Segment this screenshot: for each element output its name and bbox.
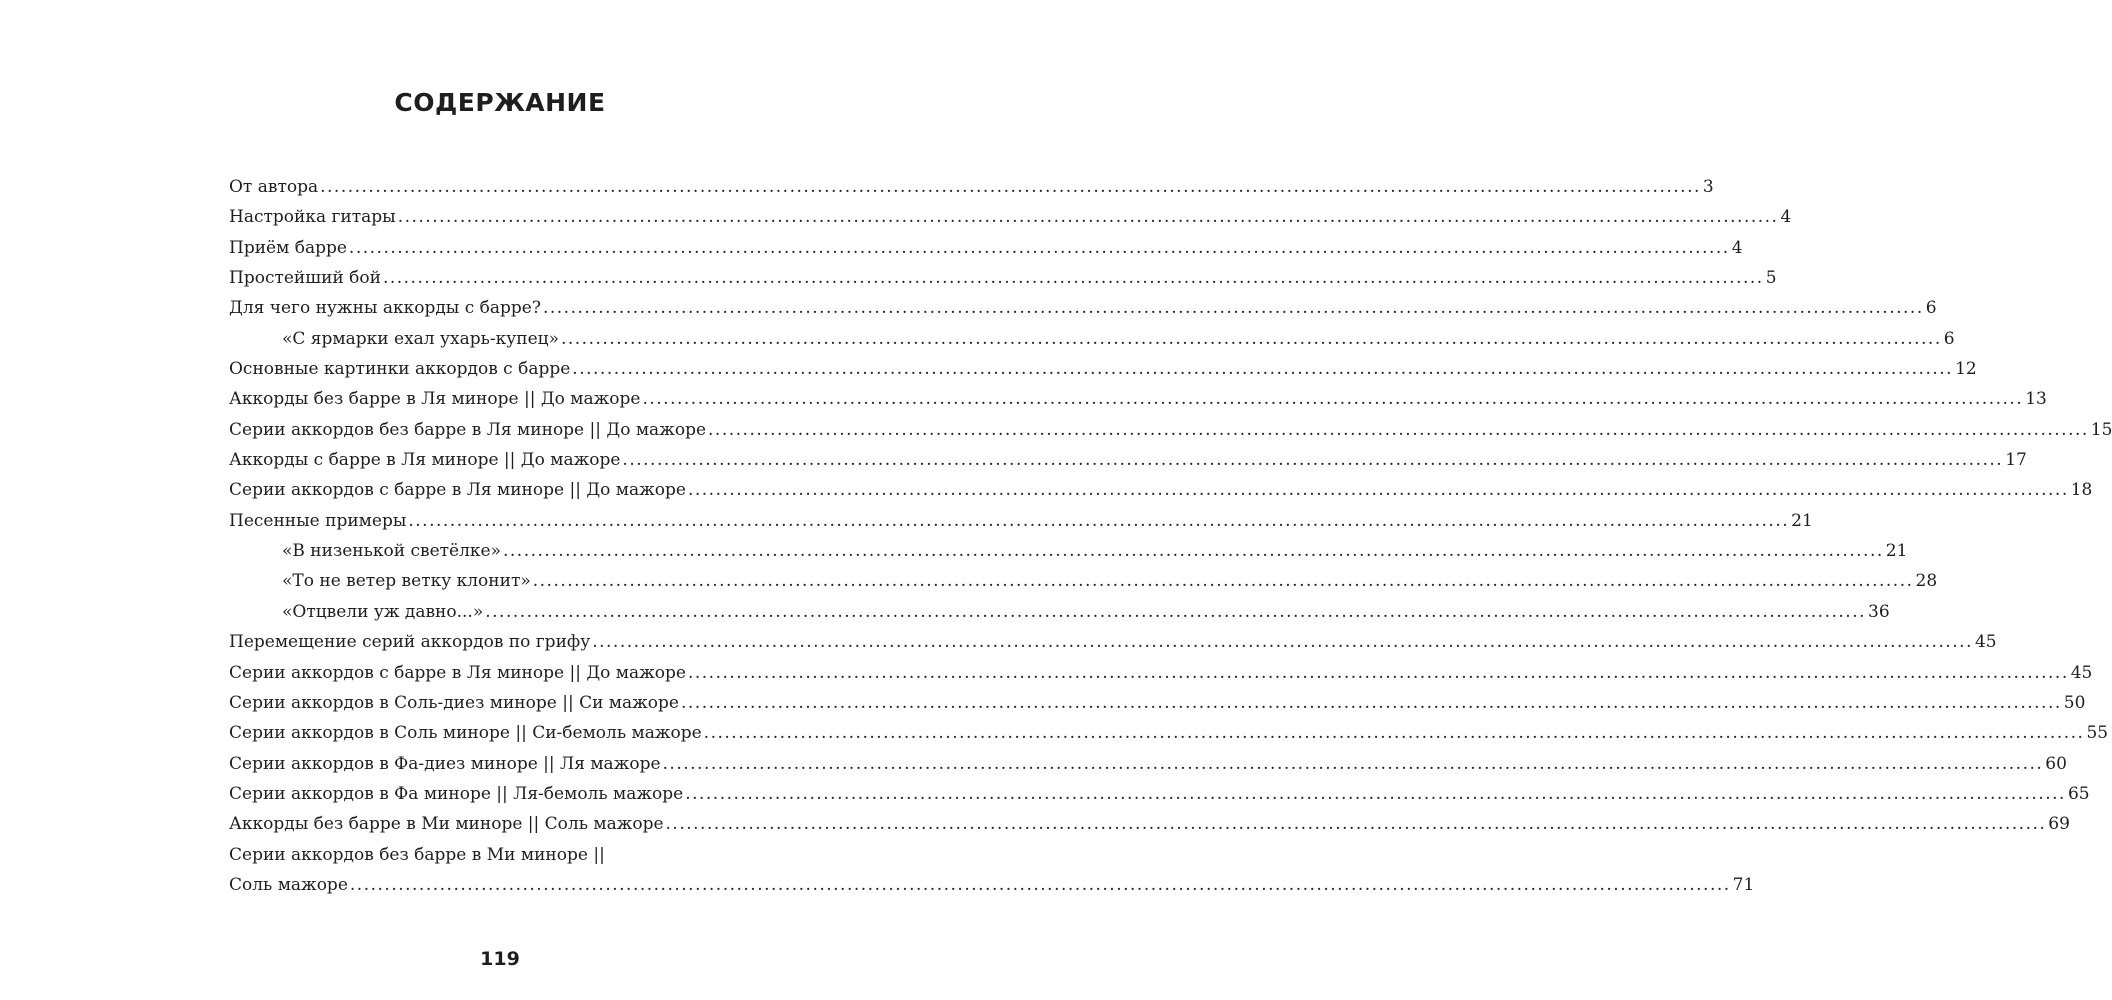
toc-entry bbox=[229, 597, 1890, 627]
toc-entry-title: Простейший бой bbox=[229, 268, 381, 289]
toc-dot-leader: ........................................................................................................................................................................................................ bbox=[320, 177, 1701, 197]
toc-entry-title: Для чего нужны аккорды с барре? bbox=[229, 298, 541, 319]
toc-entry bbox=[229, 870, 1755, 900]
toc-entry-page: 71 bbox=[1732, 874, 1755, 895]
toc-dot-leader: ........................................................................................................................................................................................................ bbox=[408, 510, 1790, 531]
toc-entry-page: 21 bbox=[1791, 510, 1813, 531]
toc-entry-title: Основные картинки аккордов с барре bbox=[229, 359, 571, 380]
toc-entry bbox=[229, 263, 1777, 293]
toc-entry bbox=[229, 172, 1714, 202]
toc-dot-leader: ........................................................................................................................................................................................................ bbox=[485, 601, 1867, 622]
toc-entry-page: 69 bbox=[2048, 814, 2070, 835]
toc-entry-page: 21 bbox=[1885, 541, 1908, 562]
toc-entry-page: 36 bbox=[1868, 601, 1890, 622]
toc-entry-title: Серии аккордов в Фа миноре || Ля-бемоль мажоре bbox=[229, 783, 684, 804]
toc-entry-page: 45 bbox=[1974, 632, 1997, 653]
toc-entry-title: «С ярмарки ехал ухарь-купец» bbox=[282, 328, 559, 349]
toc-entry bbox=[229, 202, 1792, 232]
toc-entry bbox=[229, 809, 2070, 839]
toc-entry-page: 28 bbox=[1915, 571, 1938, 592]
toc-dot-leader: ........................................................................................................................................................................................................ bbox=[681, 692, 2062, 713]
toc-entry bbox=[229, 415, 2112, 445]
toc-entry-title: Соль мажоре bbox=[229, 874, 348, 895]
toc-dot-leader: ........................................................................................................................................................................................................ bbox=[382, 268, 1764, 289]
toc-entry-page: 4 bbox=[1731, 237, 1743, 258]
toc-entry-page: 6 bbox=[1925, 298, 1937, 319]
toc-entry-page: 5 bbox=[1765, 268, 1777, 289]
toc-entry-page: 12 bbox=[1955, 359, 1977, 380]
toc-dot-leader: ........................................................................................................................................................................................................ bbox=[665, 814, 2047, 835]
toc-dot-leader: ........................................................................................................................................................................................................ bbox=[687, 480, 2069, 501]
toc-dot-leader: ........................................................................................................................................................................................................ bbox=[703, 723, 2085, 744]
toc-entry bbox=[229, 566, 1938, 596]
toc-dot-leader: ........................................................................................................................................................................................................ bbox=[348, 237, 1730, 258]
toc-entry bbox=[229, 688, 2086, 718]
toc-entry-title: Приём барре bbox=[229, 237, 347, 258]
toc-entry bbox=[229, 324, 1955, 354]
table-of-contents bbox=[229, 172, 2112, 900]
toc-entry-page: 55 bbox=[2086, 723, 2109, 744]
page-title: СОДЕРЖАНИЕ bbox=[394, 88, 606, 117]
toc-entry-title: Серии аккордов в Соль миноре || Си-бемоль мажоре bbox=[229, 723, 702, 744]
toc-entry bbox=[229, 840, 741, 870]
toc-dot-leader: ........................................................................................................................................................................................................ bbox=[708, 419, 2089, 440]
toc-entry bbox=[229, 718, 2109, 748]
toc-entry-title: «Отцвели уж давно...» bbox=[282, 601, 484, 622]
toc-dot-leader: ........................................................................................................................................................................................................ bbox=[532, 571, 1914, 592]
toc-entry-title: Аккорды без барре в Ми миноре || Соль мажоре bbox=[229, 814, 664, 835]
toc-entry-page: 65 bbox=[2067, 783, 2090, 804]
toc-entry-title: Серии аккордов в Соль-диез миноре || Си мажоре bbox=[229, 692, 679, 713]
toc-entry-title: Аккорды с барре в Ля миноре || До мажоре bbox=[229, 450, 621, 471]
toc-dot-leader: ........................................................................................................................................................................................................ bbox=[622, 450, 2004, 471]
toc-entry bbox=[229, 627, 1997, 657]
toc-entry-page: 4 bbox=[1780, 207, 1792, 228]
toc-entry-title: Песенные примеры bbox=[229, 510, 407, 531]
toc-dot-leader: ........................................................................................................................................................................................................ bbox=[572, 359, 1954, 380]
toc-entry bbox=[229, 506, 1813, 536]
toc-entry-page: 6 bbox=[1943, 328, 1955, 349]
toc-entry-title: «В низенькой светёлке» bbox=[282, 541, 501, 562]
toc-entry bbox=[229, 233, 1743, 263]
toc-dot-leader: ........................................................................................................................................................................................................ bbox=[642, 389, 2024, 410]
toc-entry-title: «То не ветер ветку клонит» bbox=[282, 571, 531, 592]
toc-entry-title: Серии аккордов с барре в Ля миноре || До мажоре bbox=[229, 480, 686, 501]
toc-entry-title: Серии аккордов без барре в Ля миноре || До мажоре bbox=[229, 419, 707, 440]
toc-entry-page: 45 bbox=[2070, 662, 2093, 683]
toc-dot-leader: ........................................................................................................................................................................................................ bbox=[687, 662, 2069, 683]
toc-entry-page: 17 bbox=[2005, 450, 2027, 471]
toc-entry bbox=[229, 445, 2027, 475]
toc-entry bbox=[229, 293, 1937, 323]
toc-entry-title: Настройка гитары bbox=[229, 207, 396, 228]
toc-dot-leader: ........................................................................................................................................................................................................ bbox=[542, 298, 1924, 319]
toc-entry-page: 3 bbox=[1702, 177, 1714, 197]
toc-entry bbox=[229, 779, 2090, 809]
toc-dot-leader: ........................................................................................................................................................................................................ bbox=[349, 874, 1731, 895]
page-number: 119 bbox=[480, 948, 520, 970]
toc-dot-leader: ........................................................................................................................................................................................................ bbox=[560, 328, 1942, 349]
toc-entry-page: 18 bbox=[2070, 480, 2093, 501]
toc-entry-title: Серии аккордов с барре в Ля миноре || До мажоре bbox=[229, 662, 686, 683]
toc-entry-title: Серии аккордов в Фа-диез миноре || Ля мажоре bbox=[229, 753, 661, 774]
toc-entry bbox=[229, 536, 1908, 566]
toc-entry-title: От автора bbox=[229, 177, 319, 197]
toc-entry bbox=[229, 354, 1977, 384]
toc-entry-title: Перемещение серий аккордов по грифу bbox=[229, 632, 591, 653]
toc-dot-leader: ........................................................................................................................................................................................................ bbox=[592, 632, 1973, 653]
toc-dot-leader: ........................................................................................................................................................................................................ bbox=[502, 541, 1884, 562]
toc-entry bbox=[229, 475, 2093, 505]
toc-entry bbox=[229, 749, 2067, 779]
toc-entry bbox=[229, 658, 2093, 688]
toc-entry-page: 13 bbox=[2025, 389, 2047, 410]
toc-entry-title: Аккорды без барре в Ля миноре || До мажоре bbox=[229, 389, 641, 410]
toc-entry-page: 60 bbox=[2045, 753, 2067, 774]
toc-entry-page: 15 bbox=[2090, 419, 2112, 440]
toc-entry-title: Серии аккордов без барре в Ми миноре || bbox=[229, 844, 605, 865]
toc-entry-page: 50 bbox=[2063, 692, 2086, 713]
toc-dot-leader: ........................................................................................................................................................................................................ bbox=[397, 207, 1779, 228]
toc-dot-leader: ........................................................................................................................................................................................................ bbox=[685, 783, 2066, 804]
toc-entry bbox=[229, 384, 2047, 414]
toc-dot-leader: ........................................................................................................................................................................................................ bbox=[662, 753, 2044, 774]
